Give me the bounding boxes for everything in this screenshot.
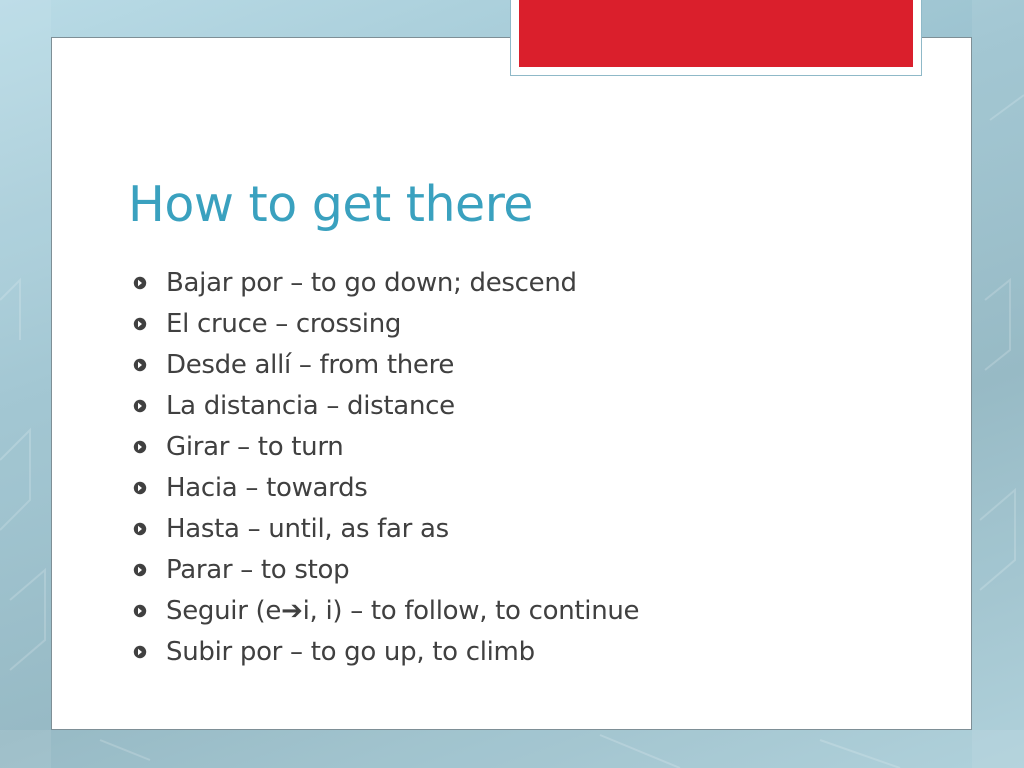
- diamond-bullet-icon: [133, 399, 147, 413]
- list-item: [133, 262, 639, 303]
- title-tab-decoration: [510, 0, 922, 76]
- list-item: [133, 508, 639, 549]
- list-item: [133, 631, 639, 672]
- right-arrow-icon: ➔: [281, 595, 303, 626]
- red-accent-bar: [519, 0, 913, 67]
- bullet-text: Hasta – until, as far as: [166, 513, 449, 544]
- list-item: [133, 590, 639, 631]
- diamond-bullet-icon: [133, 604, 147, 618]
- bullet-text: Subir por – to go up, to climb: [166, 636, 535, 667]
- bullet-text-post: i, i) – to follow, to continue: [302, 595, 640, 626]
- bullet-text: Bajar por – to go down; descend: [166, 267, 577, 298]
- bullet-text-pre: Seguir (e: [166, 595, 282, 626]
- diamond-bullet-icon: [133, 317, 147, 331]
- list-item: [133, 303, 639, 344]
- bullet-text: Parar – to stop: [166, 554, 350, 585]
- diamond-bullet-icon: [133, 440, 147, 454]
- diamond-bullet-icon: [133, 276, 147, 290]
- slide-title: How to get there: [128, 176, 533, 233]
- diamond-bullet-icon: [133, 563, 147, 577]
- diamond-bullet-icon: [133, 645, 147, 659]
- bullet-text: La distancia – distance: [166, 390, 455, 421]
- list-item: [133, 344, 639, 385]
- bullet-text: El cruce – crossing: [166, 308, 402, 339]
- bullet-text: Hacia – towards: [166, 472, 368, 503]
- diamond-bullet-icon: [133, 481, 147, 495]
- diamond-bullet-icon: [133, 358, 147, 372]
- vocabulary-list: [133, 262, 639, 672]
- diamond-bullet-icon: [133, 522, 147, 536]
- bullet-text: Girar – to turn: [166, 431, 344, 462]
- bullet-text: [166, 596, 639, 626]
- list-item: [133, 426, 639, 467]
- list-item: [133, 385, 639, 426]
- bullet-text: Desde allí – from there: [166, 349, 455, 380]
- list-item: [133, 467, 639, 508]
- list-item: [133, 549, 639, 590]
